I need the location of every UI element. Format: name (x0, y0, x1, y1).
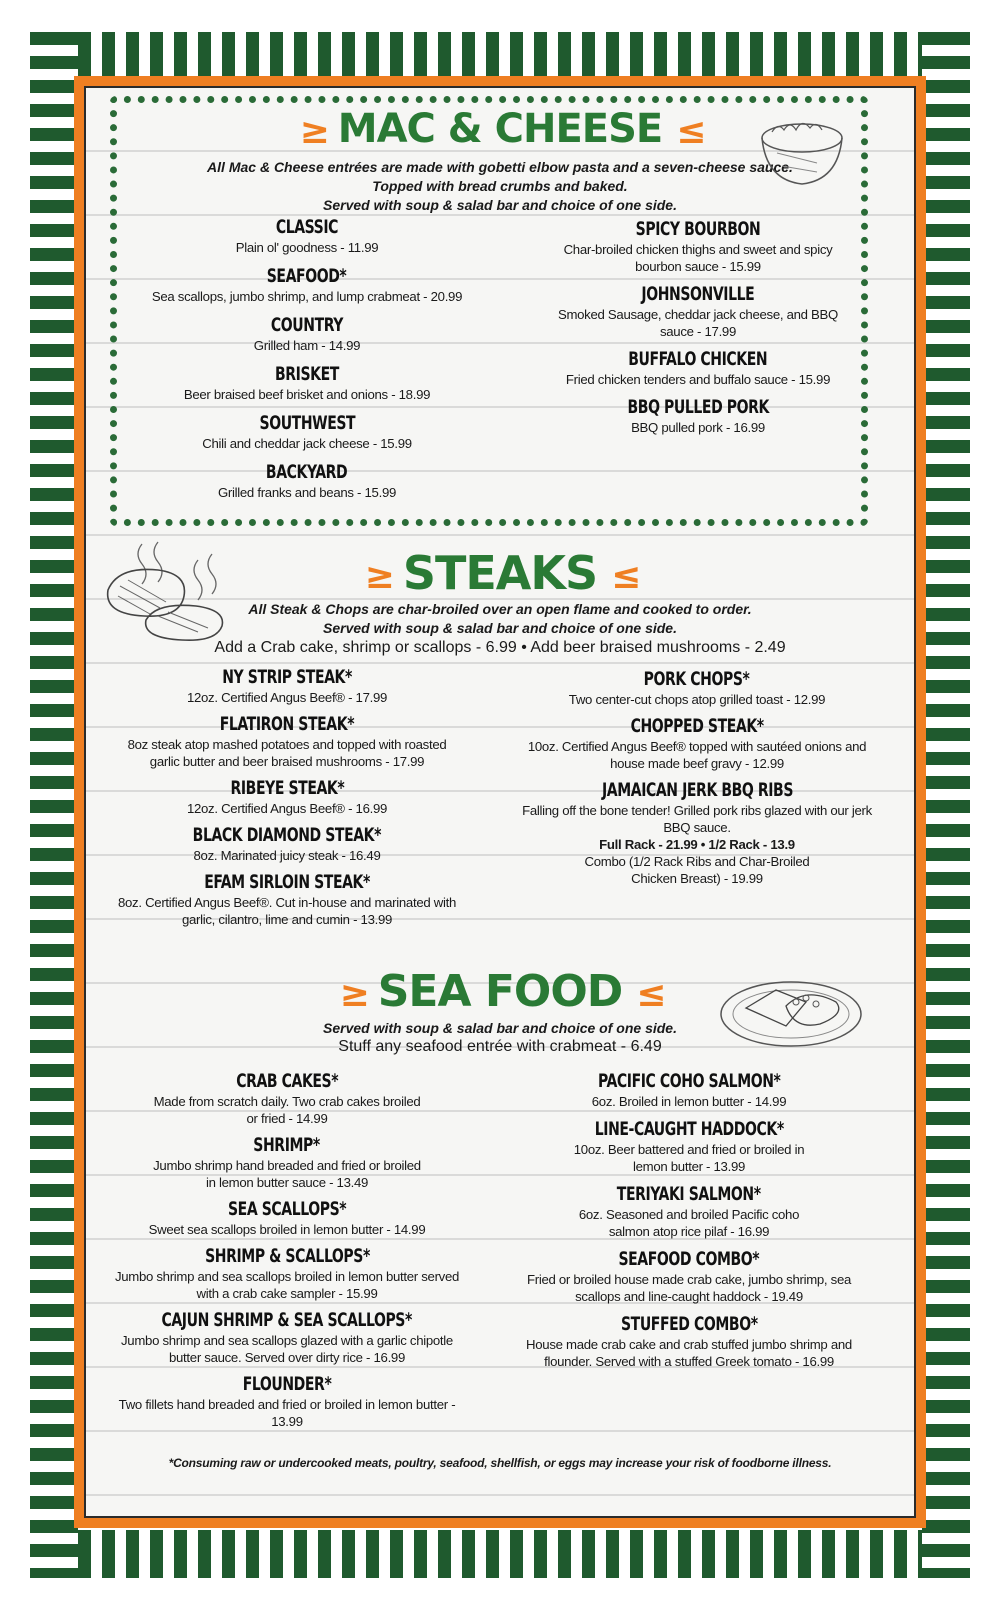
steaks-intro (0, 600, 1000, 638)
item-desc: BBQ pulled pork - 16.99 (631, 420, 765, 435)
item-name: BUFFALO CHICKEN (628, 348, 768, 370)
item-combo: Combo (1/2 Rack Ribs and Char-Broiled Chicken Breast) - 19.99 (584, 854, 810, 886)
title-accent-right-icon: ≤ (676, 110, 701, 152)
menu-item (548, 283, 848, 340)
menu-item (548, 348, 848, 388)
menu-item (112, 1134, 462, 1191)
striped-border-right (922, 32, 970, 1578)
item-price-options: Full Rack - 21.99 • 1/2 Rack - 13.9 (599, 837, 795, 852)
menu-item (514, 1183, 864, 1240)
menu-item (514, 1248, 864, 1305)
item-desc: Falling off the bone tender! Grilled pork ribs glazed with our jerk BBQ sauce. (522, 803, 872, 835)
item-name: STUFFED COMBO* (620, 1313, 758, 1335)
menu-item (112, 824, 462, 864)
title-accent-left-icon: ≥ (364, 556, 389, 597)
item-desc: Jumbo shrimp hand breaded and fried or broiled in lemon butter sauce - 13.49 (153, 1158, 421, 1190)
mac-right-column (548, 218, 848, 436)
item-desc: Grilled ham - 14.99 (253, 338, 361, 353)
item-name: SEAFOOD* (267, 265, 347, 287)
menu-item (522, 779, 872, 887)
menu-item (514, 1313, 864, 1370)
item-desc: 6oz. Seasoned and broiled Pacific coho salmon atop rice pilaf - 16.99 (578, 1207, 800, 1239)
item-name: PORK CHOPS* (644, 668, 750, 690)
title-accent-right-icon: ≤ (636, 973, 661, 1015)
item-desc: Smoked Sausage, cheddar jack cheese, and BBQ sauce - 17.99 (557, 307, 839, 339)
foodborne-illness-disclaimer: *Consuming raw or undercooked meats, poultry, seafood, shellfish, or eggs may increase your risk of foodborne illness. (168, 1456, 832, 1470)
title-accent-left-icon: ≥ (339, 973, 364, 1015)
item-name: JAMAICAN JERK BBQ RIBS (601, 779, 793, 801)
title-accent-left-icon: ≥ (299, 110, 324, 152)
item-name: PACIFIC COHO SALMON* (597, 1070, 781, 1092)
item-name: CAJUN SHRIMP & SEA SCALLOPS* (161, 1309, 413, 1331)
item-desc: 8oz steak atop mashed potatoes and topped with roasted garlic butter and beer braised mushrooms - 17.99 (127, 737, 447, 769)
steaks-title: ≥ STEAKS ≤ (364, 546, 636, 600)
item-desc: 6oz. Broiled in lemon butter - 14.99 (591, 1094, 787, 1109)
menu-item (130, 363, 484, 403)
seafood-addon: Stuff any seafood entrée with crabmeat - 6.49 (338, 1038, 662, 1055)
item-desc: Chili and cheddar jack cheese - 15.99 (202, 436, 412, 451)
item-name: BACKYARD (266, 461, 348, 483)
item-desc: 8oz. Marinated juicy steak - 16.49 (193, 848, 381, 863)
menu-item (130, 216, 484, 256)
menu-item (112, 777, 462, 817)
menu-item (548, 396, 848, 436)
item-name: SHRIMP & SCALLOPS* (204, 1245, 370, 1267)
item-name: SOUTHWEST (259, 412, 355, 434)
item-desc: Jumbo shrimp and sea scallops glazed with a garlic chipotle butter sauce. Served over dirty rice - 16.99 (121, 1333, 453, 1365)
seafood-right-column (514, 1070, 864, 1370)
item-name: CLASSIC (275, 216, 339, 238)
title-accent-right-icon: ≤ (611, 556, 636, 597)
seafood-title: ≥ SEA FOOD ≤ (339, 966, 661, 1017)
mac-cheese-title: ≥ MAC & CHEESE ≤ (299, 106, 701, 152)
item-desc: Sea scallops, jumbo shrimp, and lump crabmeat - 20.99 (151, 289, 463, 304)
intro-line: Topped with bread crumbs and baked. (372, 178, 628, 194)
item-name: BRISKET (275, 363, 339, 385)
menu-item (522, 668, 872, 708)
item-desc: Char-broiled chicken thighs and sweet and spicy bourbon sauce - 15.99 (563, 242, 833, 274)
menu-item (112, 666, 462, 706)
intro-line: Served with soup & salad bar and choice of one side. (323, 197, 677, 213)
item-desc: Made from scratch daily. Two crab cakes broiled or fried - 14.99 (153, 1094, 421, 1126)
item-name: SHRIMP* (253, 1134, 321, 1156)
steaks-left-column (112, 666, 462, 928)
striped-border-left (30, 32, 78, 1578)
item-name: SPICY BOURBON (635, 218, 761, 240)
item-desc: 10oz. Beer battered and fried or broiled in lemon butter - 13.99 (573, 1142, 805, 1174)
seafood-intro: Served with soup & salad bar and choice of one side. (323, 1020, 677, 1036)
steaks-right-column (522, 668, 872, 887)
menu-item (514, 1118, 864, 1175)
menu-item (548, 218, 848, 275)
item-name: CRAB CAKES* (236, 1070, 338, 1092)
item-name: LINE-CAUGHT HADDOCK* (594, 1118, 784, 1140)
item-name: BLACK DIAMOND STEAK* (192, 824, 382, 846)
item-desc: 8oz. Certified Angus Beef®. Cut in-house and marinated with garlic, cilantro, lime and cumin - 13.99 (117, 895, 457, 927)
menu-item (130, 265, 484, 305)
item-name: FLOUNDER* (242, 1373, 332, 1395)
item-name: BBQ PULLED PORK (627, 396, 769, 418)
item-name: FLATIRON STEAK* (219, 713, 355, 735)
mac-left-column (130, 216, 484, 501)
item-desc: Grilled franks and beans - 15.99 (217, 485, 397, 500)
menu-item (112, 1070, 462, 1127)
item-desc: Two center-cut chops atop grilled toast - 12.99 (568, 692, 826, 707)
item-name: TERIYAKI SALMON* (617, 1183, 761, 1205)
item-name: SEA SCALLOPS* (227, 1198, 347, 1220)
item-desc: 12oz. Certified Angus Beef® - 17.99 (186, 690, 388, 705)
seafood-left-column (112, 1070, 462, 1430)
item-name: SEAFOOD COMBO* (618, 1248, 760, 1270)
menu-item (112, 1198, 462, 1238)
menu-item (514, 1070, 864, 1110)
intro-line: Served with soup & salad bar and choice of one side. (323, 620, 677, 636)
item-desc: Plain ol' goodness - 11.99 (235, 240, 379, 255)
striped-border-bottom (30, 1530, 970, 1578)
item-desc: Fried or broiled house made crab cake, jumbo shrimp, sea scallops and line-caught haddock - 19.49 (526, 1272, 852, 1304)
mac-bowl-icon (752, 108, 852, 190)
item-name: NY STRIP STEAK* (222, 666, 352, 688)
intro-line: All Steak & Chops are char-broiled over an open flame and cooked to order. (248, 601, 752, 617)
item-desc: Beer braised beef brisket and onions - 18.99 (183, 387, 431, 402)
item-desc: 10oz. Certified Angus Beef® topped with sautéed onions and house made beef gravy - 12.99 (527, 739, 867, 771)
item-name: EFAM SIRLOIN STEAK* (204, 871, 370, 893)
item-desc: Fried chicken tenders and buffalo sauce - 15.99 (565, 372, 831, 387)
menu-item (112, 1309, 462, 1366)
menu-item (112, 713, 462, 770)
item-desc: Jumbo shrimp and sea scallops broiled in lemon butter served with a crab cake sampler - 15.99 (114, 1269, 460, 1301)
striped-border-top (30, 32, 970, 82)
menu-item (522, 715, 872, 772)
item-desc: House made crab cake and crab stuffed jumbo shrimp and flounder. Served with a stuffed Greek tomato - 16.99 (526, 1337, 852, 1369)
item-name: CHOPPED STEAK* (630, 715, 764, 737)
item-name: COUNTRY (270, 314, 344, 336)
item-desc: Two fillets hand breaded and fried or broiled in lemon butter - 13.99 (118, 1397, 456, 1429)
menu-item (112, 871, 462, 928)
item-name: JOHNSONVILLE (641, 283, 755, 305)
menu-item (112, 1245, 462, 1302)
menu-item (130, 461, 484, 501)
intro-line: All Mac & Cheese entrées are made with gobetti elbow pasta and a seven-cheese sauce. (207, 159, 793, 175)
menu-item (112, 1373, 462, 1430)
item-desc: 12oz. Certified Angus Beef® - 16.99 (186, 801, 388, 816)
menu-item (130, 412, 484, 452)
item-desc: Sweet sea scallops broiled in lemon butter - 14.99 (148, 1222, 426, 1237)
steaks-addon: Add a Crab cake, shrimp or scallops - 6.99 • Add beer braised mushrooms - 2.49 (214, 639, 786, 656)
item-name: RIBEYE STEAK* (230, 777, 344, 799)
menu-item (130, 314, 484, 354)
